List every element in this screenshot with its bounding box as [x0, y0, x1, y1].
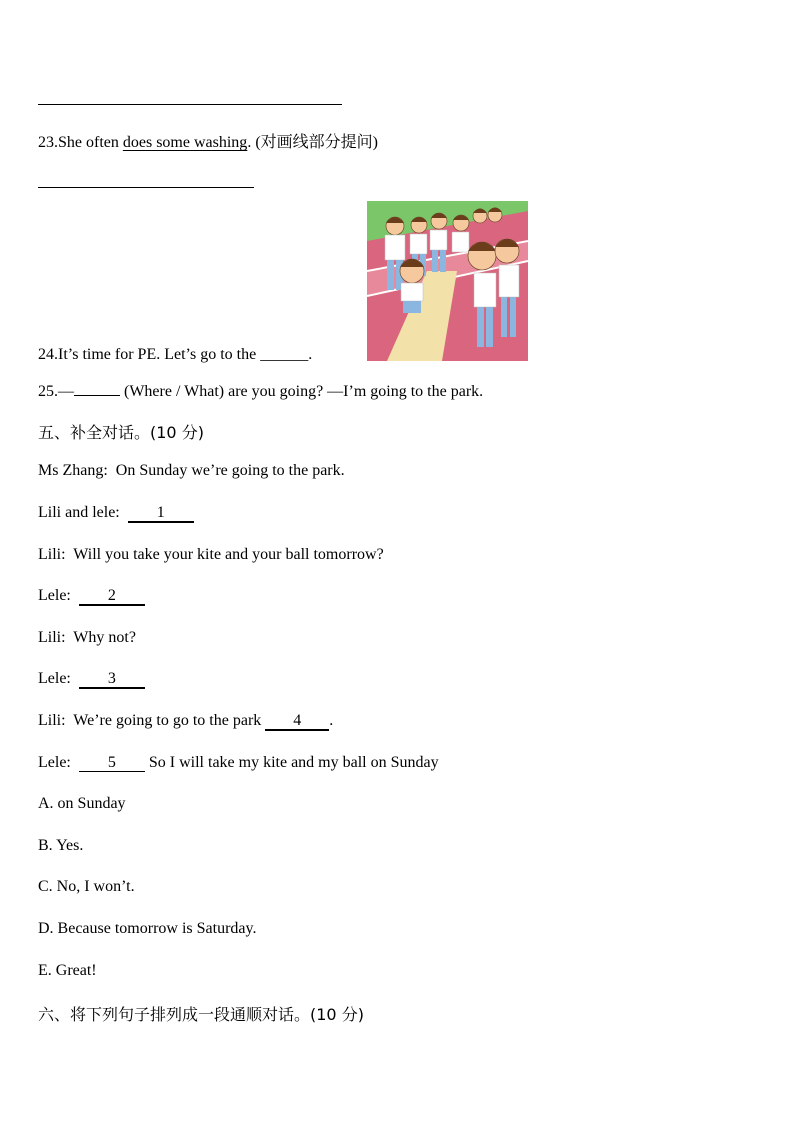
option-a: A. on Sunday: [38, 795, 126, 812]
line-text: Will you take your kite and your ball tomorrow?: [73, 546, 384, 563]
question-instruction: . (对画线部分提问): [247, 134, 378, 151]
line-text: So I will take my kite and my ball on Sunday: [144, 754, 439, 771]
underlined-phrase: does some washing: [122, 134, 248, 151]
answer-blank-5[interactable]: 5: [79, 755, 145, 772]
line-text: On Sunday we’re going to the park.: [115, 462, 345, 479]
speaker: Ms Zhang:: [38, 462, 108, 479]
answer-blank[interactable]: ______: [260, 346, 309, 363]
line-end: .: [329, 712, 334, 729]
speaker: Lili and lele:: [38, 504, 120, 521]
question-text: (Where / What) are you going? —I’m going to the park.: [120, 383, 484, 400]
answer-blank[interactable]: [74, 379, 120, 396]
question-end: .: [308, 346, 313, 363]
speaker: Lele:: [38, 670, 71, 687]
dialogue-line: [38, 754, 439, 772]
speaker: Lele:: [38, 754, 71, 771]
dialogue-line: [38, 629, 136, 647]
option-b: B. Yes.: [38, 837, 84, 854]
answer-blank-2[interactable]: 2: [79, 588, 145, 606]
dash: —: [58, 383, 74, 400]
pe-long-jump-illustration: [367, 201, 528, 361]
question-25: [38, 379, 483, 401]
answer-line-23: [38, 187, 254, 188]
speaker: Lili:: [38, 712, 66, 729]
dialogue-line: [38, 670, 145, 689]
answer-blank-3[interactable]: 3: [79, 671, 145, 689]
option-c: C. No, I won’t.: [38, 878, 135, 895]
speaker: Lele:: [38, 587, 71, 604]
dialogue-line: [38, 546, 384, 564]
question-number: 23.: [38, 134, 58, 151]
option-e: E. Great!: [38, 962, 97, 979]
question-number: 25.: [38, 383, 58, 400]
line-text: We’re going to go to the park: [73, 712, 266, 729]
question-24: [38, 346, 312, 364]
line-text: Why not?: [73, 629, 136, 646]
answer-blank-4[interactable]: 4: [265, 713, 329, 731]
question-text: It’s time for PE. Let’s go to the: [58, 346, 261, 363]
section-6-heading: 六、将下列句子排列成一段通顺对话。(10 分): [38, 1005, 364, 1024]
dialogue-line: [38, 587, 145, 606]
question-23: [38, 129, 378, 152]
answer-blank-1[interactable]: 1: [128, 505, 194, 523]
section-5-heading: 五、补全对话。(10 分): [38, 423, 204, 442]
speaker: Lili:: [38, 546, 66, 563]
option-d: D. Because tomorrow is Saturday.: [38, 920, 257, 937]
question-number: 24.: [38, 346, 58, 363]
dialogue-line: [38, 462, 345, 480]
question-text: She often: [58, 134, 123, 151]
dialogue-line: [38, 712, 333, 731]
speaker: Lili:: [38, 629, 66, 646]
dialogue-line: [38, 504, 194, 523]
answer-line-22: [38, 104, 342, 105]
